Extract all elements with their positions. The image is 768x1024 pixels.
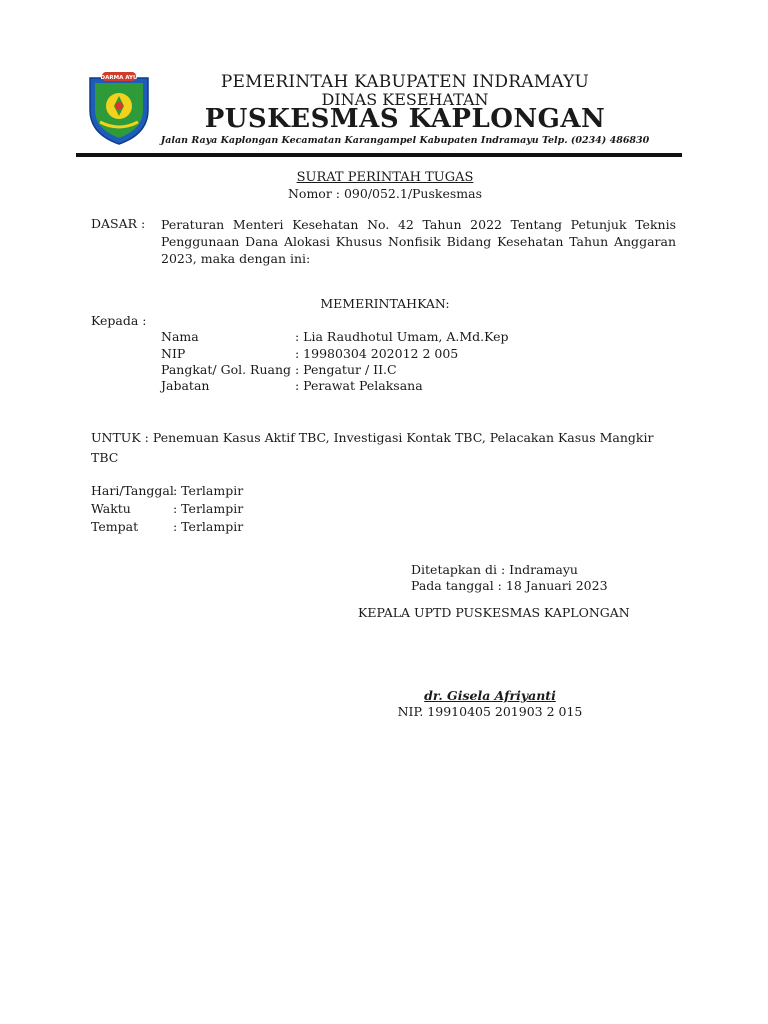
signatory-name: dr. Gisela Afriyanti xyxy=(424,688,556,703)
header-institution: PUSKESMAS KAPLONGAN xyxy=(204,104,606,134)
purpose-paragraph xyxy=(91,428,681,468)
dasar-text xyxy=(161,216,676,267)
header-office: DINAS KESEHATAN xyxy=(321,90,489,109)
signatory-nip: NIP. 19910405 201903 2 015 xyxy=(397,704,583,719)
schedule-value-place: : Terlampir xyxy=(173,519,244,534)
letterhead-divider xyxy=(76,153,682,157)
dasar-label: DASAR : xyxy=(91,216,146,231)
signatory-position: KEPALA UPTD PUSKESMAS KAPLONGAN xyxy=(358,605,630,620)
field-value-nama: : Lia Raudhotul Umam, A.Md.Kep xyxy=(295,329,509,344)
purpose-text: Penemuan Kasus Aktif TBC, Investigasi Kontak TBC, Pelacakan Kasus Mangkir TBC xyxy=(91,430,654,465)
field-value-jabatan: : Perawat Pelaksana xyxy=(295,378,423,393)
field-label-nama: Nama xyxy=(161,329,199,344)
field-label-pangkat: Pangkat/ Gol. Ruang xyxy=(161,362,292,377)
recipient-label: Kepada : xyxy=(91,313,147,328)
field-value-pangkat: : Pengatur / II.C xyxy=(295,362,397,377)
order-heading: MEMERINTAHKAN: xyxy=(320,296,450,311)
field-label-nip: NIP xyxy=(161,346,186,361)
signature-date: Pada tanggal : 18 Januari 2023 xyxy=(411,578,608,593)
logo-ribbon-text: DARMA AYU xyxy=(100,75,138,81)
schedule-label-time: Waktu xyxy=(91,501,131,516)
letter-number: Nomor : 090/052.1/Puskesmas xyxy=(287,186,483,201)
signature-place: Ditetapkan di : Indramayu xyxy=(411,562,578,577)
letter-title: SURAT PERINTAH TUGAS xyxy=(296,170,474,185)
dasar-line-3: 2023, maka dengan ini: xyxy=(161,251,311,266)
header-government: PEMERINTAH KABUPATEN INDRAMAYU xyxy=(220,72,590,92)
schedule-label-date: Hari/Tanggal xyxy=(91,483,174,498)
purpose-label: UNTUK : xyxy=(91,430,149,445)
schedule-value-date: : Terlampir xyxy=(173,483,244,498)
field-label-jabatan: Jabatan xyxy=(161,378,210,393)
schedule-label-place: Tempat xyxy=(91,519,139,534)
dasar-line-2: Penggunaan Dana Alokasi Khusus Nonfisik Bidang Kesehatan Tahun Anggaran xyxy=(161,234,676,249)
schedule-value-time: : Terlampir xyxy=(173,501,244,516)
header-address: Jalan Raya Kaplongan Kecamatan Karangampel Kabupaten Indramayu Telp. (0234) 486830 xyxy=(160,135,650,146)
field-value-nip: : 19980304 202012 2 005 xyxy=(295,346,459,361)
dasar-line-1: Peraturan Menteri Kesehatan No. 42 Tahun 2022 Tentang Petunjuk Teknis xyxy=(161,217,676,232)
